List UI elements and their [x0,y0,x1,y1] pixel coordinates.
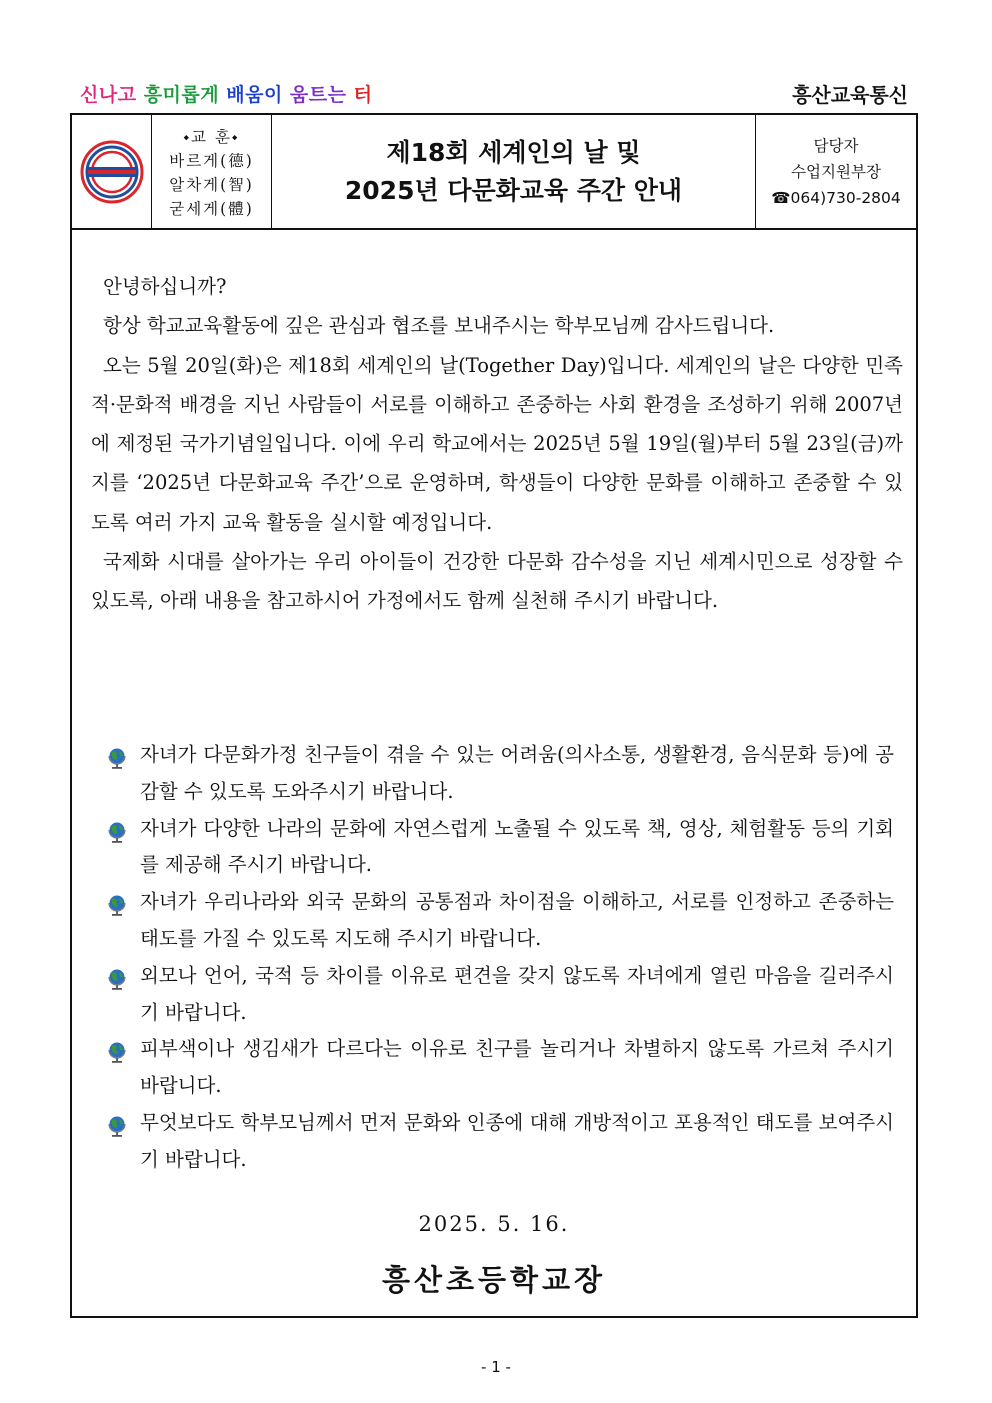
contact-role: 담당자 [813,136,859,155]
contact-cell [756,115,916,228]
principal-signature: 흥산초등학교장 [381,1263,607,1297]
motto-word: 신나고 [80,84,137,106]
globe-icon [106,1039,128,1061]
motto-word: 배움이 [226,84,283,106]
motto-line: 알차게(智) [169,176,254,194]
list-item [106,1031,894,1105]
globe-icon [106,745,128,767]
notice-header [72,115,916,230]
notice-date: 2025. 5. 16. [418,1212,570,1236]
list-item [106,811,894,885]
list-item-text: 무엇보다도 학부모님께서 먼저 문화와 인종에 대해 개방적이고 포용적인 태도를 보여주시기 바랍니다. [140,1110,894,1171]
motto-line: 굳세게(體) [169,200,254,218]
contact-dept: 수업지원부장 [791,162,881,181]
school-motto-banner [80,80,372,107]
motto-word [283,84,290,106]
notice-body [91,267,903,621]
globe-icon [106,819,128,841]
newsletter-name: 흥산교육통신 [792,83,908,107]
request-list [106,737,894,1179]
greeting: 안녕하십니까? [103,275,227,298]
globe-icon [106,1113,128,1135]
paragraph: 국제화 시대를 살아가는 우리 아이들이 건강한 다문화 감수성을 지닌 세계시민으로 성장할 수 있도록, 아래 내용을 참고하시어 가정에서도 함께 실천해 주시기 바랍니다. [91,550,903,613]
motto-word: 움트는 [289,84,347,106]
paragraph: 오는 5월 20일(화)은 제18회 세계인의 날(Together Day)입니다. 세계인의 날은 다양한 민족적·문화적 배경을 지닌 사람들이 서로를 이해하고 존중하는 사회 환경을 조성하기 위해 2007년에 제정된 국가기념일입니다. 이에 우리 학교에서는 2025년 5월 19일(월)부터 5월 23일(금)까지를 ‘2025년 다문화교육 주간’으로 운영하며, 학생들이 다양한 문화를 이해하고 존중할 수 있도록 여러 가지 교육 활동을 실시할 예정입니다. [91,353,903,534]
list-item [106,1105,894,1179]
notice-title [272,115,756,228]
list-item-text: 외모나 언어, 국적 등 차이를 이유로 편견을 갖지 않도록 자녀에게 열린 마음을 길러주시기 바랍니다. [140,963,894,1024]
motto-word: 흥미롭게 [143,84,220,106]
list-item-text: 자녀가 다양한 나라의 문화에 자연스럽게 노출될 수 있도록 책, 영상, 체험활동 등의 기회를 제공해 주시기 바랍니다. [140,816,894,877]
school-motto-cell [152,115,272,228]
motto-title: ⬩교 훈⬩ [183,128,240,146]
globe-icon [106,966,128,988]
list-item-text: 자녀가 우리나라와 외국 문화의 공통점과 차이점을 이해하고, 서로를 인정하고 존중하는 태도를 가질 수 있도록 지도해 주시기 바랍니다. [140,890,894,950]
list-item [106,884,894,958]
school-emblem-icon [80,140,144,204]
page-number: - 1 - [481,1358,511,1376]
paragraph: 항상 학교교육활동에 깊은 관심과 협조를 보내주시는 학부모님께 감사드립니다. [103,314,775,338]
list-item [106,958,894,1032]
list-item-text: 자녀가 다문화가정 친구들이 겪을 수 있는 어려움(의사소통, 생활환경, 음식문화 등)에 공감할 수 있도록 도와주시기 바랍니다. [140,743,894,803]
notice-frame [70,113,918,1318]
motto-word [137,84,144,106]
motto-line: 바르게(德) [169,152,254,170]
contact-phone: ☎064)730-2804 [771,188,901,207]
list-item-text: 피부색이나 생김새가 다르다는 이유로 친구를 놀리거나 차별하지 않도록 가르쳐 주시기 바랍니다. [140,1037,894,1098]
list-item [106,737,894,811]
globe-icon [106,892,128,914]
logo-cell [72,115,152,228]
motto-word [346,84,353,106]
title-line-2: 2025년 다문화교육 주간 안내 [344,175,683,205]
title-line-1: 제18회 세계인의 날 및 [386,137,641,167]
motto-word: 터 [353,84,373,106]
